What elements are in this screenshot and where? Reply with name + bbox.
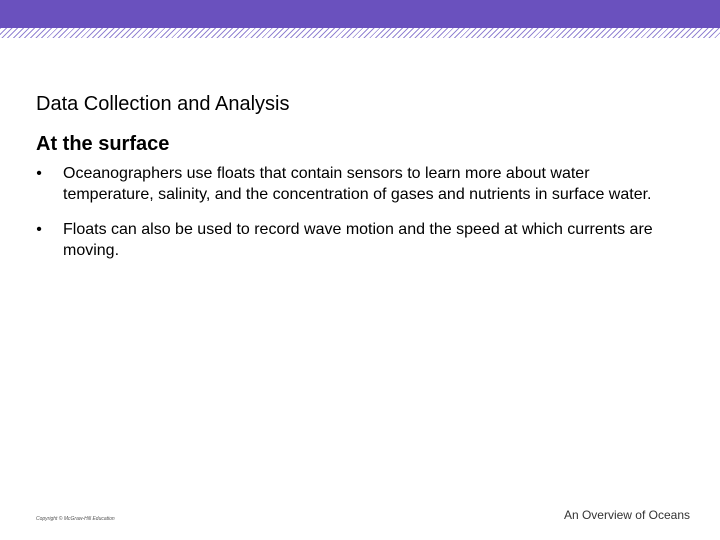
hatched-divider-strip: [0, 28, 720, 38]
bullet-marker: •: [36, 221, 42, 238]
bullet-item: [36, 219, 676, 261]
section-heading: At the surface: [36, 133, 170, 155]
slide-title: Data Collection and Analysis: [36, 93, 290, 115]
bullet-marker: •: [36, 165, 42, 182]
footer-chapter-title: An Overview of Oceans: [563, 508, 690, 522]
bullet-item: [36, 163, 676, 205]
bullet-text: Oceanographers use floats that contain sensors to learn more about water temperature, salinity, and the concentration of gases and nutrients in surface water.: [63, 165, 652, 203]
copyright-notice: Copyright © McGraw-Hill Education: [36, 516, 115, 522]
bullet-list: [36, 163, 676, 275]
bullet-text: Floats can also be used to record wave motion and the speed at which currents are moving.: [63, 221, 653, 259]
top-color-band: [0, 0, 720, 28]
